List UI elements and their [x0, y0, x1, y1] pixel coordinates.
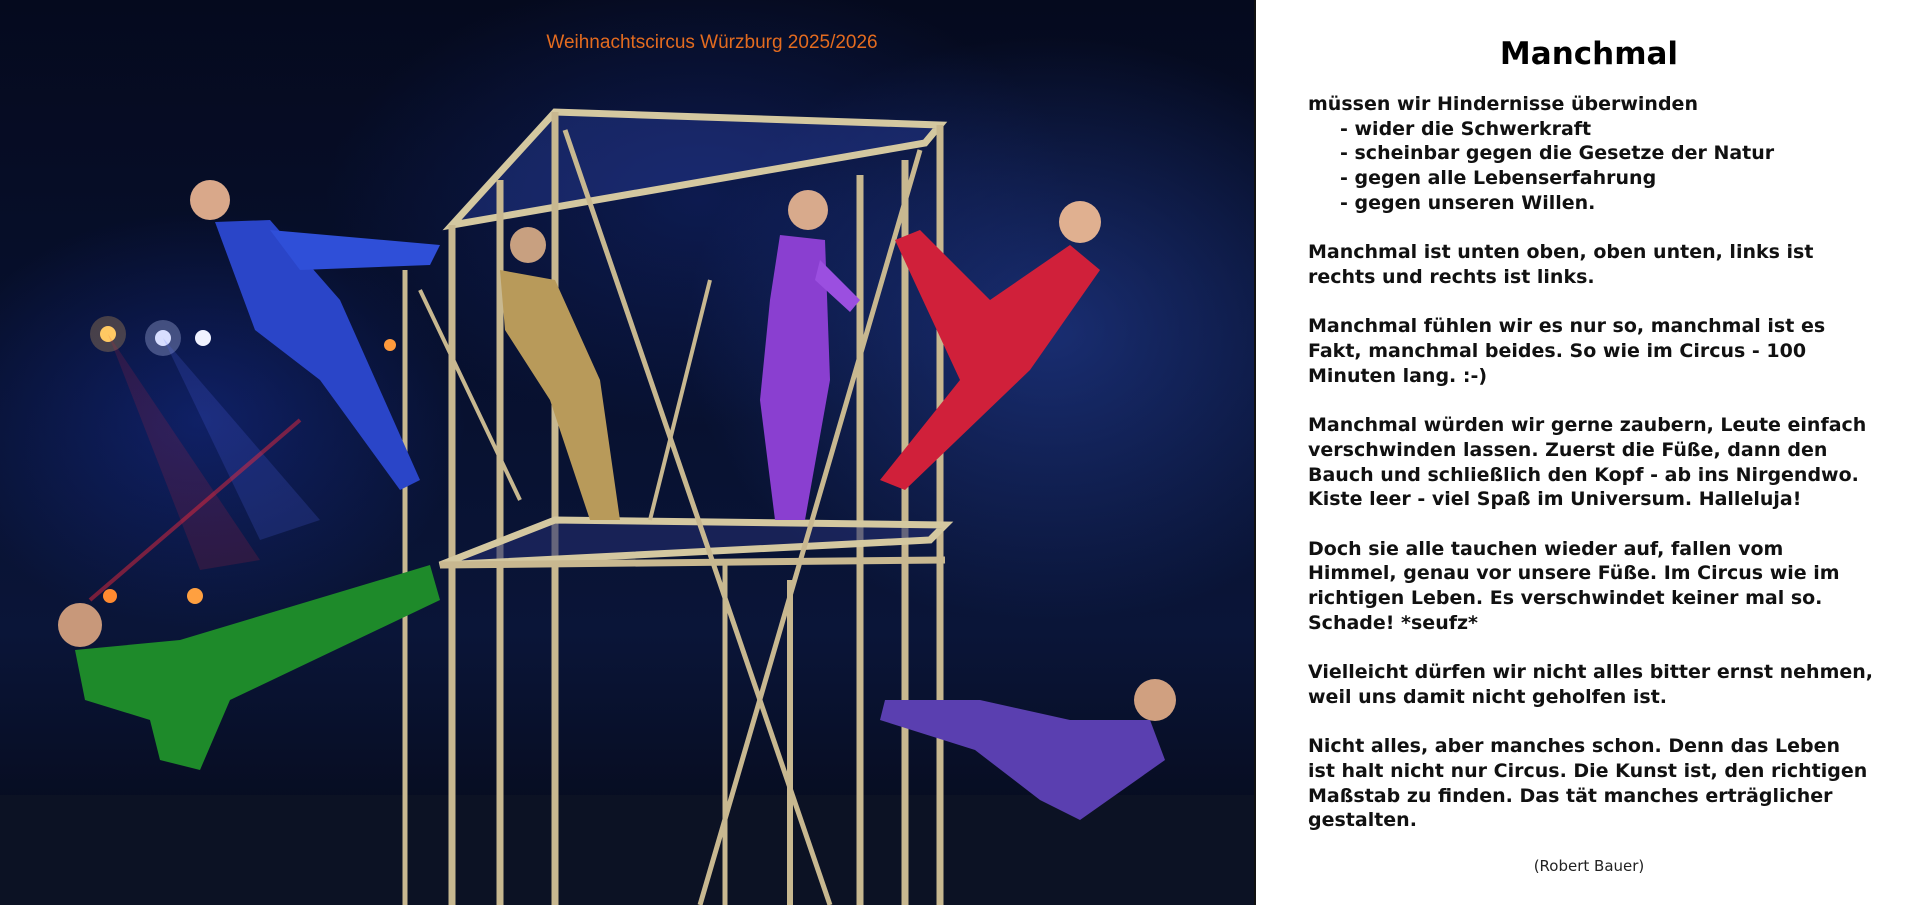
performer-red: [880, 201, 1101, 490]
poem-line: Minuten lang. :-): [1308, 364, 1488, 387]
poem-line: Fakt, manchmal beides. So wie im Circus - 100: [1308, 340, 1807, 362]
poem-list-item: - wider die Schwerkraft: [1340, 117, 1592, 140]
poem-line: Kiste leer - viel Spaß im Universum. Halleluja!: [1308, 488, 1802, 511]
poem-stanza-4: [1308, 537, 1898, 636]
poem-line: verschwinden lassen. Zuerst die Füße, dann den: [1308, 438, 1828, 461]
poem-line: Manchmal ist unten oben, oben unten, links ist: [1308, 241, 1814, 264]
metal-tower: [405, 112, 945, 905]
poem-stanza-2: [1308, 314, 1898, 388]
poem-stanza-3: [1308, 413, 1898, 512]
poem-body: [1308, 92, 1898, 858]
poem-intro-stanza: [1308, 92, 1898, 216]
poem-line: rechts und rechts ist links.: [1308, 265, 1595, 288]
poem-list-item: - scheinbar gegen die Gesetze der Natur: [1340, 142, 1775, 165]
performer-purple: [760, 190, 860, 520]
poem-line: Nicht alles, aber manches schon. Denn das Leben: [1308, 735, 1840, 758]
poem-panel: [1254, 0, 1920, 905]
poem-stanza-5: [1308, 660, 1898, 709]
poem-line: Himmel, genau vor unsere Füße. Im Circus wie im: [1308, 562, 1840, 585]
poem-line: Maßstab zu finden. Das tät manches erträglicher: [1308, 784, 1833, 807]
poem-line: Vielleicht dürfen wir nicht alles bitter ernst nehmen,: [1308, 661, 1874, 684]
poem-line: Manchmal würden wir gerne zaubern, Leute einfach: [1308, 414, 1867, 437]
poem-line: gestalten.: [1308, 809, 1417, 832]
poem-list-item: - gegen alle Lebenserfahrung: [1340, 167, 1657, 190]
poem-line: Doch sie alle tauchen wieder auf, fallen vom: [1308, 537, 1784, 560]
poem-stanza-6: [1308, 734, 1898, 833]
poem-line: ist halt nicht nur Circus. Die Kunst ist, den richtigen: [1308, 759, 1868, 782]
poem-author: (Robert Bauer): [1533, 857, 1645, 875]
poem-line: weil uns damit nicht geholfen ist.: [1308, 685, 1668, 708]
poem-list-item: - gegen unseren Willen.: [1340, 191, 1596, 214]
poem-line: Bauch und schließlich den Kopf - ab ins Nirgendwo.: [1308, 463, 1859, 486]
poem-line: müssen wir Hindernisse überwinden: [1308, 93, 1698, 115]
poem-line: richtigen Leben. Es verschwindet keiner mal so.: [1308, 587, 1823, 609]
performer-gold: [500, 227, 620, 520]
poem-stanza-1: [1308, 240, 1898, 289]
poem-title: Manchmal: [1499, 36, 1679, 72]
poem-line: Schade! *seufz*: [1308, 611, 1478, 634]
photo-caption: Weihnachtscircus Würzburg 2025/2026: [546, 32, 878, 53]
poem-line: Manchmal fühlen wir es nur so, manchmal ist es: [1308, 315, 1826, 338]
